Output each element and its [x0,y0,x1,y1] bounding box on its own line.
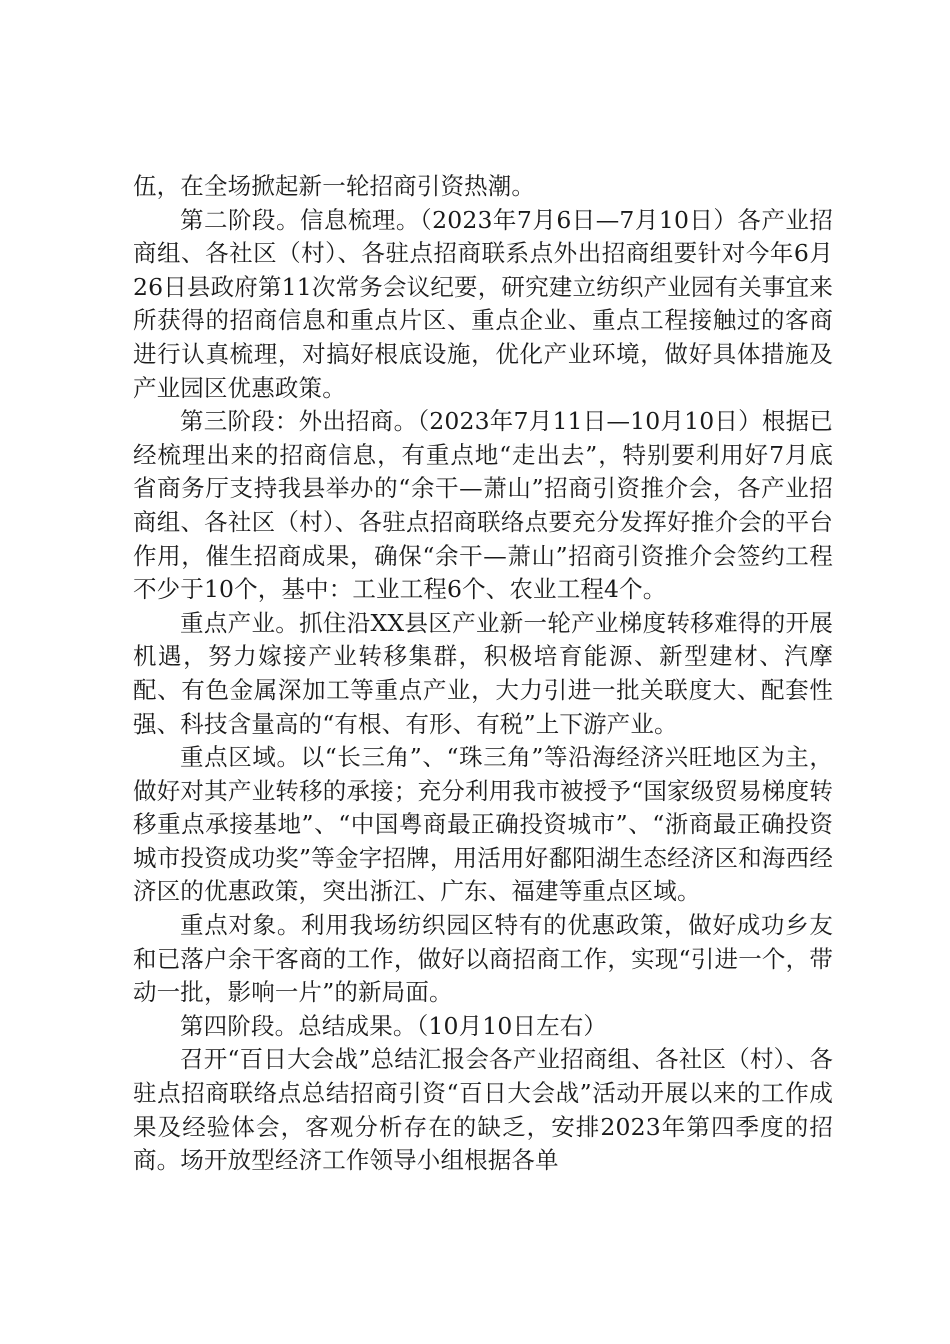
paragraph-stage-three: 第三阶段：外出招商。（2023年7月11日—10月10日）根据已经梳理出来的招商信息，有重点地“走出去”，特别要利用好7月底省商务厅支持我县举办的“余干—萧山”招商引资推介会，各产业招商组、各社区（村）、各驻点招商联络点要充分发挥好推介会的平台作用，催生招商成果，确保“余干—萧山”招商引资推介会签约工程不少于10个，基中：工业工程6个、农业工程4个。 [133,407,833,604]
paragraph-key-targets: 重点对象。利用我场纺织园区特有的优惠政策，做好成功乡友和已落户余干客商的工作，做好以商招商工作，实现“引进一个，带动一批，影响一片”的新局面。 [133,911,833,1007]
paragraph-key-regions: 重点区域。以“长三角”、“珠三角”等沿海经济兴旺地区为主，做好对其产业转移的承接；充分利用我市被授予“国家级贸易梯度转移重点承接基地”、“中国粤商最正确投资城市”、“浙商最正确投资城市投资成功奖”等金字招牌，用活用好鄱阳湖生态经济区和海西经济区的优惠政策，突出浙江、广东、福建等重点区域。 [133,743,833,906]
paragraph-stage-two: 第二阶段。信息梳理。（2023年7月6日—7月10日）各产业招商组、各社区（村）、各驻点招商联系点外出招商组要针对今年6月26日县政府第11次常务会议纪要，研究建立纺织产业园有关事宜来所获得的招商信息和重点片区、重点企业、重点工程接触过的客商进行认真梳理，对搞好根底设施，优化产业环境，做好具体措施及产业园区优惠政策。 [133,205,833,402]
paragraph-key-industries: 重点产业。抓住沿XX县区产业新一轮产业梯度转移难得的开展机遇，努力嫁接产业转移集群，积极培育能源、新型建材、汽摩配、有色金属深加工等重点产业，大力引进一批关联度大、配套性强、科技含量高的“有根、有形、有税”上下游产业。 [133,608,833,738]
paragraph-continuation: 伍，在全场掀起新一轮招商引资热潮。 [133,172,536,200]
paragraph-stage-four: 第四阶段。总结成果。（10月10日左右） [180,1011,608,1040]
document-body [133,170,833,1178]
paragraph-summary-meeting: 召开“百日大会战”总结汇报会各产业招商组、各社区（村）、各驻点招商联络点总结招商引资“百日大会战”活动开展以来的工作成果及经验体会，客观分析存在的缺乏，安排2023年第四季度的招商。场开放型经济工作领导小组根据各单 [133,1045,833,1175]
